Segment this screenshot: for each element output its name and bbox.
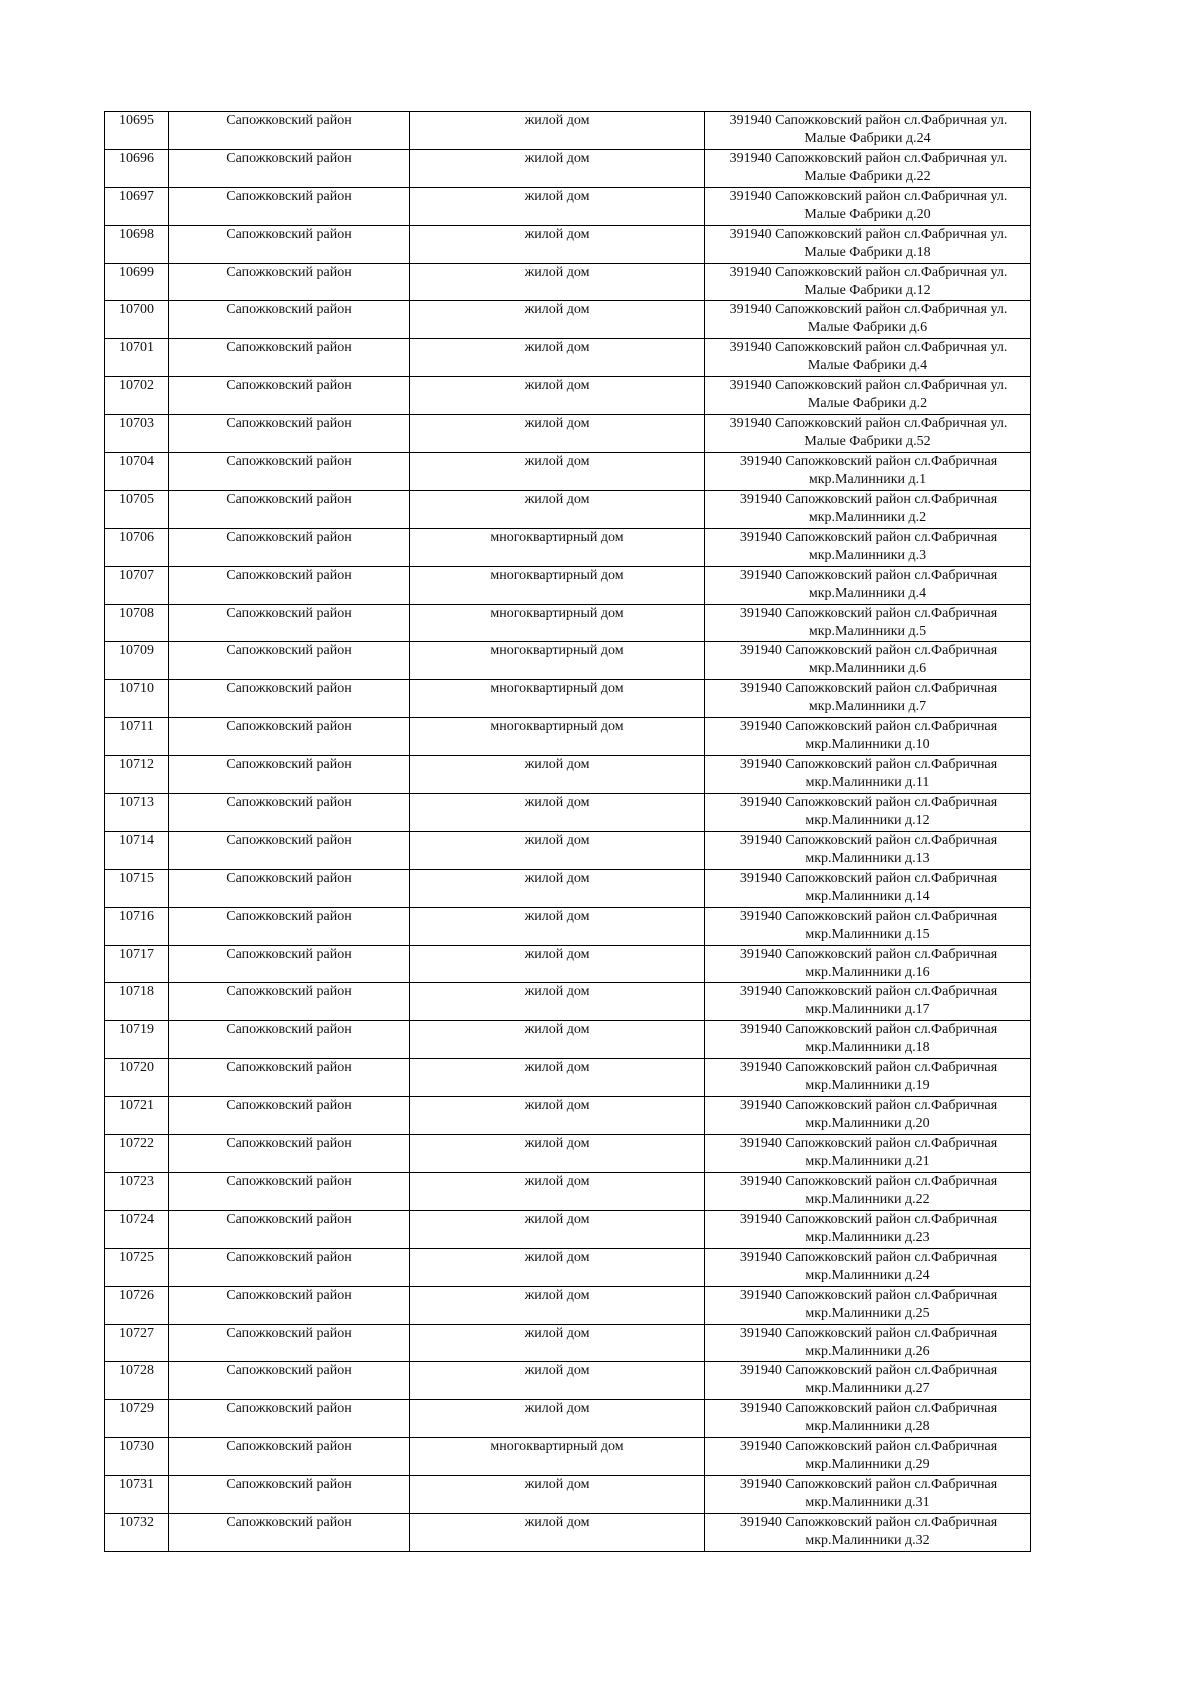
building-type-cell: жилой дом xyxy=(410,869,705,907)
address-cell xyxy=(705,1286,1031,1324)
district-cell: Сапожковский район xyxy=(169,112,410,150)
building-type-cell: жилой дом xyxy=(410,831,705,869)
district-cell: Сапожковский район xyxy=(169,187,410,225)
address-line-1: 391940 Сапожковский район сл.Фабричная xyxy=(739,832,998,848)
building-type-cell: многоквартирный дом xyxy=(410,604,705,642)
table-row xyxy=(105,1172,1031,1210)
address-line-1: 391940 Сапожковский район сл.Фабричная xyxy=(739,1060,998,1076)
table-row xyxy=(105,1248,1031,1286)
district-cell: Сапожковский район xyxy=(169,453,410,491)
record-number-cell: 10723 xyxy=(105,1172,169,1210)
building-type-cell: жилой дом xyxy=(410,1172,705,1210)
address-line-2: мкр.Малинники д.12 xyxy=(805,813,930,829)
address-cell xyxy=(705,1513,1031,1551)
record-number-cell: 10717 xyxy=(105,945,169,983)
address-cell xyxy=(705,415,1031,453)
table-row xyxy=(105,1513,1031,1551)
building-type-cell: жилой дом xyxy=(410,1513,705,1551)
building-type-cell: жилой дом xyxy=(410,1248,705,1286)
record-number-cell: 10698 xyxy=(105,225,169,263)
table-row xyxy=(105,415,1031,453)
address-cell xyxy=(705,1172,1031,1210)
table-row xyxy=(105,642,1031,680)
record-number-cell: 10726 xyxy=(105,1286,169,1324)
table-row xyxy=(105,1476,1031,1514)
address-register-table xyxy=(104,111,1031,1552)
table-row xyxy=(105,1438,1031,1476)
building-type-cell: жилой дом xyxy=(410,945,705,983)
building-type-cell: жилой дом xyxy=(410,490,705,528)
record-number-cell: 10707 xyxy=(105,566,169,604)
district-cell: Сапожковский район xyxy=(169,756,410,794)
district-cell: Сапожковский район xyxy=(169,718,410,756)
address-cell xyxy=(705,377,1031,415)
address-line-2: мкр.Малинники д.27 xyxy=(805,1381,930,1397)
building-type-cell: жилой дом xyxy=(410,339,705,377)
address-line-2: мкр.Малинники д.23 xyxy=(805,1229,930,1245)
address-cell xyxy=(705,528,1031,566)
building-type-cell: жилой дом xyxy=(410,187,705,225)
address-line-2: Малые Фабрики д.6 xyxy=(807,320,928,336)
record-number-cell: 10716 xyxy=(105,907,169,945)
record-number-cell: 10719 xyxy=(105,1021,169,1059)
address-cell xyxy=(705,642,1031,680)
district-cell: Сапожковский район xyxy=(169,680,410,718)
address-cell xyxy=(705,187,1031,225)
address-cell xyxy=(705,869,1031,907)
record-number-cell: 10702 xyxy=(105,377,169,415)
address-cell xyxy=(705,945,1031,983)
building-type-cell: жилой дом xyxy=(410,377,705,415)
address-line-2: мкр.Малинники д.10 xyxy=(805,737,930,753)
table-row xyxy=(105,528,1031,566)
address-cell xyxy=(705,756,1031,794)
address-line-1: 391940 Сапожковский район сл.Фабричная xyxy=(739,1325,998,1341)
address-cell xyxy=(705,339,1031,377)
address-line-1: 391940 Сапожковский район сл.Фабричная xyxy=(739,1439,998,1455)
address-line-1: 391940 Сапожковский район сл.Фабричная xyxy=(739,1363,998,1379)
address-cell xyxy=(705,680,1031,718)
record-number-cell: 10699 xyxy=(105,263,169,301)
address-line-1: 391940 Сапожковский район сл.Фабричная ул. xyxy=(729,226,1008,242)
address-line-2: мкр.Малинники д.28 xyxy=(805,1419,930,1435)
address-line-1: 391940 Сапожковский район сл.Фабричная xyxy=(739,567,998,583)
address-line-2: мкр.Малинники д.25 xyxy=(805,1305,930,1321)
table-row xyxy=(105,339,1031,377)
address-cell xyxy=(705,1438,1031,1476)
record-number-cell: 10728 xyxy=(105,1362,169,1400)
record-number-cell: 10700 xyxy=(105,301,169,339)
district-cell: Сапожковский район xyxy=(169,301,410,339)
address-line-2: мкр.Малинники д.3 xyxy=(808,547,927,563)
address-cell xyxy=(705,1059,1031,1097)
address-cell xyxy=(705,490,1031,528)
address-line-2: мкр.Малинники д.13 xyxy=(805,850,930,866)
address-line-2: мкр.Малинники д.32 xyxy=(805,1532,930,1548)
address-line-1: 391940 Сапожковский район сл.Фабричная xyxy=(739,870,998,886)
building-type-cell: многоквартирный дом xyxy=(410,718,705,756)
record-number-cell: 10697 xyxy=(105,187,169,225)
district-cell: Сапожковский район xyxy=(169,339,410,377)
address-cell xyxy=(705,225,1031,263)
building-type-cell: многоквартирный дом xyxy=(410,680,705,718)
record-number-cell: 10714 xyxy=(105,831,169,869)
record-number-cell: 10731 xyxy=(105,1476,169,1514)
address-line-1: 391940 Сапожковский район сл.Фабричная xyxy=(739,643,998,659)
address-line-2: Малые Фабрики д.20 xyxy=(804,206,931,222)
district-cell: Сапожковский район xyxy=(169,1059,410,1097)
address-cell xyxy=(705,453,1031,491)
building-type-cell: жилой дом xyxy=(410,1286,705,1324)
table-row xyxy=(105,301,1031,339)
address-cell xyxy=(705,1021,1031,1059)
address-line-2: мкр.Малинники д.20 xyxy=(805,1116,930,1132)
address-line-1: 391940 Сапожковский район сл.Фабричная xyxy=(739,1249,998,1265)
table-row xyxy=(105,453,1031,491)
address-line-1: 391940 Сапожковский район сл.Фабричная ул. xyxy=(729,416,1008,432)
record-number-cell: 10730 xyxy=(105,1438,169,1476)
building-type-cell: жилой дом xyxy=(410,794,705,832)
address-cell xyxy=(705,983,1031,1021)
address-line-1: 391940 Сапожковский район сл.Фабричная xyxy=(739,719,998,735)
address-cell xyxy=(705,718,1031,756)
address-line-1: 391940 Сапожковский район сл.Фабричная xyxy=(739,908,998,924)
address-cell xyxy=(705,1248,1031,1286)
address-line-2: Малые Фабрики д.4 xyxy=(807,358,928,374)
building-type-cell: жилой дом xyxy=(410,907,705,945)
address-line-2: мкр.Малинники д.6 xyxy=(808,661,927,677)
building-type-cell: жилой дом xyxy=(410,1059,705,1097)
record-number-cell: 10710 xyxy=(105,680,169,718)
record-number-cell: 10715 xyxy=(105,869,169,907)
record-number-cell: 10695 xyxy=(105,112,169,150)
district-cell: Сапожковский район xyxy=(169,1172,410,1210)
record-number-cell: 10701 xyxy=(105,339,169,377)
address-line-1: 391940 Сапожковский район сл.Фабричная xyxy=(739,1022,998,1038)
address-line-1: 391940 Сапожковский район сл.Фабричная xyxy=(739,1211,998,1227)
address-line-1: 391940 Сапожковский район сл.Фабричная xyxy=(739,605,998,621)
district-cell: Сапожковский район xyxy=(169,604,410,642)
table-row xyxy=(105,566,1031,604)
district-cell: Сапожковский район xyxy=(169,1362,410,1400)
building-type-cell: жилой дом xyxy=(410,1324,705,1362)
record-number-cell: 10721 xyxy=(105,1097,169,1135)
district-cell: Сапожковский район xyxy=(169,945,410,983)
record-number-cell: 10706 xyxy=(105,528,169,566)
district-cell: Сапожковский район xyxy=(169,1324,410,1362)
table-row xyxy=(105,1210,1031,1248)
table-row xyxy=(105,945,1031,983)
district-cell: Сапожковский район xyxy=(169,1513,410,1551)
table-row xyxy=(105,1135,1031,1173)
address-line-1: 391940 Сапожковский район сл.Фабричная xyxy=(739,1287,998,1303)
table-row xyxy=(105,1400,1031,1438)
building-type-cell: многоквартирный дом xyxy=(410,566,705,604)
address-line-1: 391940 Сапожковский район сл.Фабричная xyxy=(739,1136,998,1152)
address-line-2: мкр.Малинники д.7 xyxy=(808,699,927,715)
record-number-cell: 10708 xyxy=(105,604,169,642)
table-row xyxy=(105,1324,1031,1362)
building-type-cell: жилой дом xyxy=(410,1400,705,1438)
table-row xyxy=(105,263,1031,301)
address-line-1: 391940 Сапожковский район сл.Фабричная ул. xyxy=(729,150,1008,166)
building-type-cell: жилой дом xyxy=(410,225,705,263)
building-type-cell: жилой дом xyxy=(410,756,705,794)
district-cell: Сапожковский район xyxy=(169,907,410,945)
table-row xyxy=(105,187,1031,225)
record-number-cell: 10718 xyxy=(105,983,169,1021)
district-cell: Сапожковский район xyxy=(169,1210,410,1248)
address-line-2: мкр.Малинники д.21 xyxy=(805,1154,930,1170)
address-line-2: Малые Фабрики д.2 xyxy=(807,396,928,412)
table-row xyxy=(105,680,1031,718)
address-cell xyxy=(705,1135,1031,1173)
address-line-2: Малые Фабрики д.22 xyxy=(804,168,931,184)
address-line-1: 391940 Сапожковский район сл.Фабричная ул. xyxy=(729,113,1008,128)
building-type-cell: жилой дом xyxy=(410,1135,705,1173)
record-number-cell: 10704 xyxy=(105,453,169,491)
building-type-cell: жилой дом xyxy=(410,1210,705,1248)
address-line-1: 391940 Сапожковский район сл.Фабричная xyxy=(739,946,998,962)
address-line-1: 391940 Сапожковский район сл.Фабричная ул. xyxy=(729,264,1008,280)
address-line-2: мкр.Малинники д.29 xyxy=(805,1457,930,1473)
district-cell: Сапожковский район xyxy=(169,377,410,415)
district-cell: Сапожковский район xyxy=(169,1021,410,1059)
address-line-2: мкр.Малинники д.16 xyxy=(805,964,930,980)
district-cell: Сапожковский район xyxy=(169,1438,410,1476)
district-cell: Сапожковский район xyxy=(169,1248,410,1286)
address-cell xyxy=(705,301,1031,339)
table-row xyxy=(105,1097,1031,1135)
building-type-cell: жилой дом xyxy=(410,453,705,491)
table-row xyxy=(105,718,1031,756)
building-type-cell: жилой дом xyxy=(410,112,705,150)
district-cell: Сапожковский район xyxy=(169,1097,410,1135)
address-cell xyxy=(705,1400,1031,1438)
address-cell xyxy=(705,1324,1031,1362)
address-line-2: мкр.Малинники д.15 xyxy=(805,926,930,942)
address-line-1: 391940 Сапожковский район сл.Фабричная ул. xyxy=(729,378,1008,394)
building-type-cell: жилой дом xyxy=(410,1021,705,1059)
address-cell xyxy=(705,794,1031,832)
district-cell: Сапожковский район xyxy=(169,1476,410,1514)
table-row xyxy=(105,112,1031,150)
address-line-1: 391940 Сапожковский район сл.Фабричная xyxy=(739,529,998,545)
address-line-2: мкр.Малинники д.22 xyxy=(805,1191,930,1207)
table-row xyxy=(105,1059,1031,1097)
address-line-1: 391940 Сапожковский район сл.Фабричная ул. xyxy=(729,340,1008,356)
district-cell: Сапожковский район xyxy=(169,1135,410,1173)
building-type-cell: многоквартирный дом xyxy=(410,1438,705,1476)
building-type-cell: жилой дом xyxy=(410,415,705,453)
address-cell xyxy=(705,566,1031,604)
record-number-cell: 10712 xyxy=(105,756,169,794)
record-number-cell: 10713 xyxy=(105,794,169,832)
building-type-cell: жилой дом xyxy=(410,263,705,301)
district-cell: Сапожковский район xyxy=(169,566,410,604)
district-cell: Сапожковский район xyxy=(169,1286,410,1324)
building-type-cell: жилой дом xyxy=(410,1097,705,1135)
building-type-cell: жилой дом xyxy=(410,149,705,187)
address-line-1: 391940 Сапожковский район сл.Фабричная xyxy=(739,454,998,470)
record-number-cell: 10727 xyxy=(105,1324,169,1362)
address-line-1: 391940 Сапожковский район сл.Фабричная xyxy=(739,681,998,697)
building-type-cell: жилой дом xyxy=(410,1476,705,1514)
address-line-1: 391940 Сапожковский район сл.Фабричная xyxy=(739,795,998,811)
district-cell: Сапожковский район xyxy=(169,831,410,869)
table-row xyxy=(105,1362,1031,1400)
table-row xyxy=(105,377,1031,415)
address-line-2: мкр.Малинники д.5 xyxy=(808,623,927,639)
record-number-cell: 10729 xyxy=(105,1400,169,1438)
district-cell: Сапожковский район xyxy=(169,1400,410,1438)
district-cell: Сапожковский район xyxy=(169,490,410,528)
address-cell xyxy=(705,1476,1031,1514)
record-number-cell: 10711 xyxy=(105,718,169,756)
record-number-cell: 10703 xyxy=(105,415,169,453)
address-line-1: 391940 Сапожковский район сл.Фабричная xyxy=(739,757,998,773)
building-type-cell: многоквартирный дом xyxy=(410,642,705,680)
table-row xyxy=(105,831,1031,869)
address-line-1: 391940 Сапожковский район сл.Фабричная xyxy=(739,1514,998,1530)
table-row xyxy=(105,907,1031,945)
address-line-2: мкр.Малинники д.4 xyxy=(808,585,927,601)
address-line-2: мкр.Малинники д.2 xyxy=(808,509,927,525)
address-cell xyxy=(705,149,1031,187)
address-line-2: мкр.Малинники д.17 xyxy=(805,1002,930,1018)
record-number-cell: 10705 xyxy=(105,490,169,528)
address-cell xyxy=(705,604,1031,642)
table-row xyxy=(105,869,1031,907)
table-row xyxy=(105,604,1031,642)
address-line-2: Малые Фабрики д.12 xyxy=(804,282,931,298)
district-cell: Сапожковский район xyxy=(169,528,410,566)
table-row xyxy=(105,794,1031,832)
address-line-1: 391940 Сапожковский район сл.Фабричная ул. xyxy=(729,302,1008,318)
address-line-1: 391940 Сапожковский район сл.Фабричная xyxy=(739,984,998,1000)
table-row xyxy=(105,149,1031,187)
table-row xyxy=(105,1286,1031,1324)
building-type-cell: жилой дом xyxy=(410,301,705,339)
district-cell: Сапожковский район xyxy=(169,642,410,680)
district-cell: Сапожковский район xyxy=(169,225,410,263)
address-cell xyxy=(705,263,1031,301)
district-cell: Сапожковский район xyxy=(169,415,410,453)
building-type-cell: жилой дом xyxy=(410,1362,705,1400)
record-number-cell: 10732 xyxy=(105,1513,169,1551)
address-line-1: 391940 Сапожковский район сл.Фабричная xyxy=(739,491,998,507)
address-line-1: 391940 Сапожковский район сл.Фабричная xyxy=(739,1098,998,1114)
record-number-cell: 10709 xyxy=(105,642,169,680)
address-cell xyxy=(705,1097,1031,1135)
record-number-cell: 10696 xyxy=(105,149,169,187)
table-row xyxy=(105,1021,1031,1059)
district-cell: Сапожковский район xyxy=(169,149,410,187)
table-row xyxy=(105,756,1031,794)
address-line-1: 391940 Сапожковский район сл.Фабричная xyxy=(739,1173,998,1189)
address-line-2: мкр.Малинники д.14 xyxy=(805,888,930,904)
district-cell: Сапожковский район xyxy=(169,263,410,301)
building-type-cell: многоквартирный дом xyxy=(410,528,705,566)
address-cell xyxy=(705,831,1031,869)
table-row xyxy=(105,490,1031,528)
table-body xyxy=(105,112,1031,1552)
address-line-1: 391940 Сапожковский район сл.Фабричная xyxy=(739,1477,998,1493)
address-line-2: мкр.Малинники д.19 xyxy=(805,1078,930,1094)
district-cell: Сапожковский район xyxy=(169,794,410,832)
address-line-1: 391940 Сапожковский район сл.Фабричная ул. xyxy=(729,188,1008,204)
address-line-1: 391940 Сапожковский район сл.Фабричная xyxy=(739,1401,998,1417)
address-cell xyxy=(705,112,1031,150)
record-number-cell: 10720 xyxy=(105,1059,169,1097)
district-cell: Сапожковский район xyxy=(169,869,410,907)
address-line-2: мкр.Малинники д.18 xyxy=(805,1040,930,1056)
address-line-2: Малые Фабрики д.18 xyxy=(804,244,931,260)
address-line-2: мкр.Малинники д.1 xyxy=(808,472,927,488)
address-line-2: мкр.Малинники д.11 xyxy=(805,775,930,791)
address-line-2: мкр.Малинники д.31 xyxy=(805,1495,930,1511)
building-type-cell: жилой дом xyxy=(410,983,705,1021)
address-cell xyxy=(705,1210,1031,1248)
table-row xyxy=(105,983,1031,1021)
address-line-2: мкр.Малинники д.24 xyxy=(805,1267,930,1283)
table-row xyxy=(105,225,1031,263)
record-number-cell: 10722 xyxy=(105,1135,169,1173)
address-line-2: Малые Фабрики д.52 xyxy=(804,434,931,450)
address-cell xyxy=(705,1362,1031,1400)
address-line-2: мкр.Малинники д.26 xyxy=(805,1343,930,1359)
address-cell xyxy=(705,907,1031,945)
record-number-cell: 10724 xyxy=(105,1210,169,1248)
record-number-cell: 10725 xyxy=(105,1248,169,1286)
district-cell: Сапожковский район xyxy=(169,983,410,1021)
address-line-2: Малые Фабрики д.24 xyxy=(804,131,931,146)
